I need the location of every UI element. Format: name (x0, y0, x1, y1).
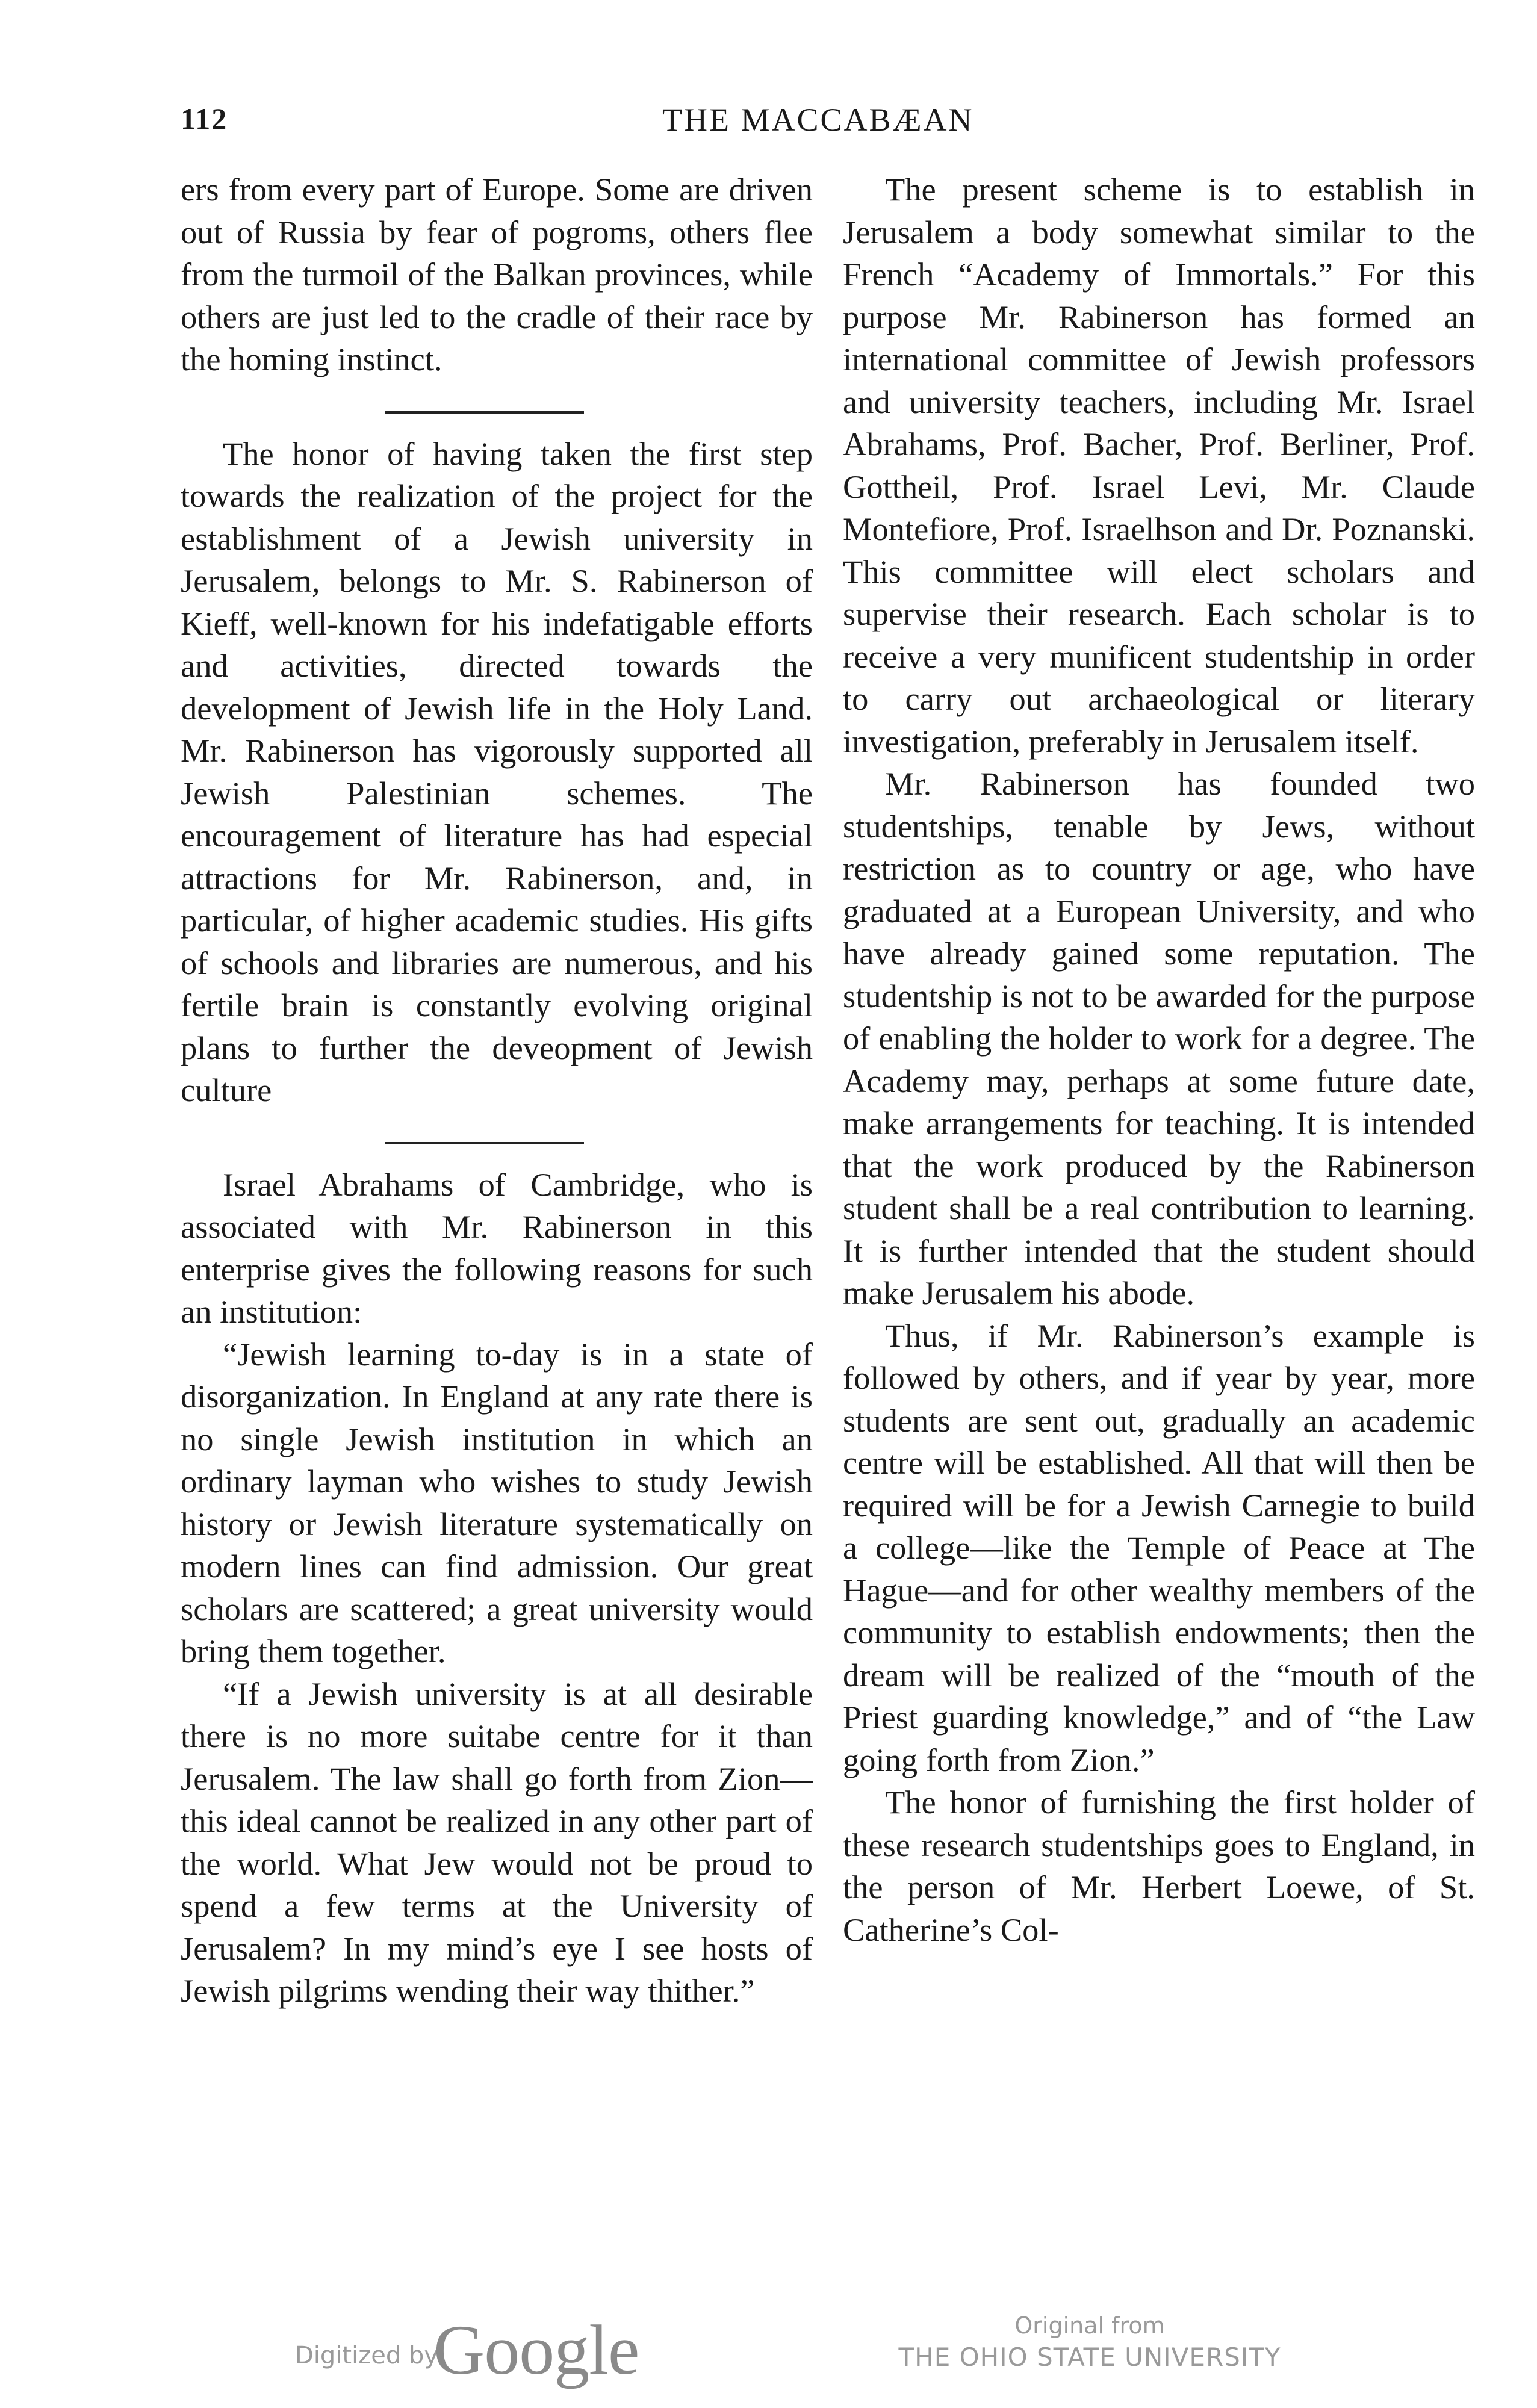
university-name: THE OHIO STATE UNIVERSITY (898, 2342, 1281, 2372)
paragraph: The honor of having taken the first step towards the realization of the project for the establishment of a Jewish university in Jerusalem, belongs to Mr. S. Rabinerson of Kieff, well-known for his indefatigable efforts and activities, directed towards the development of Jewish life in the Holy Land. Mr. Rabinerson has vigorously supported all Jewish Palestinian schemes. The encouragement of literature has had especial attractions for Mr. Rabinerson, and, in particular, of higher academic studies. His gifts of schools and libraries are numerous, and his fertile brain is constantly evolving original plans to further the deveopment of Jewish culture (181, 435, 813, 1108)
section-divider (385, 411, 584, 414)
paragraph: ers from every part of Europe. Some are driven out of Russia by fear of pogroms, others flee from the turmoil of the Balkan provinces, while others are just led to the cradle of their race by the homing instinct. (181, 171, 813, 377)
section-divider (385, 1142, 584, 1144)
left-column (181, 169, 813, 2012)
page-number: 112 (181, 102, 228, 135)
paragraph: Mr. Rabinerson has founded two studentships, tenable by Jews, without restriction as to country or age, who have graduated at a European University, and who have already gained some reputation. The studentship is not to be awarded for the purpose of enabling the holder to work for a degree. The Academy may, perhaps at some future date, make arrangements for teaching. It is intended that the work produced by the Rabinerson student shall be a real contribution to learning. It is further intended that the student should make Jerusalem his abode. (843, 765, 1475, 1311)
paragraph: “If a Jewish university is at all desirable there is no more suitabe centre for it than Jerusalem. The law shall go forth from Zion—this ideal cannot be realized in any other part of the world. What Jew would not be proud to spend a few terms at the University of Jerusalem? In my mind’s eye I see hosts of Jewish pilgrims wending their way thither.” (181, 1675, 813, 2009)
paragraph: The honor of furnishing the first holder of these research studentships goes to England, in the person of Mr. Herbert Loewe, of St. Catherine’s Col- (843, 1784, 1475, 1948)
running-title: THE MACCABÆAN (662, 102, 974, 138)
digitized-by-label: Digitized by (295, 2342, 438, 2369)
page-header (0, 101, 1537, 155)
paragraph: Thus, if Mr. Rabinerson’s example is followed by others, and if year by year, more students are sent out, gradually an academic centre will be established. All that will then be required will be for a Jewish Carnegie to build a college—like the Temple of Peace at The Hague—and for other wealthy members of the community to establish endowments; then the dream will be realized of the “mouth of the Priest guarding knowledge,” and of “the Law going forth from Zion.” (843, 1317, 1475, 1778)
right-column (843, 169, 1475, 1951)
source-attribution (891, 2310, 1288, 2374)
google-logo: Google (433, 2310, 639, 2389)
paragraph: Israel Abrahams of Cambridge, who is associated with Mr. Rabinerson in this enterprise gives the following reasons for such an institution: (181, 1165, 813, 1330)
original-from-label: Original from (1014, 2312, 1165, 2339)
paragraph: The present scheme is to establish in Jerusalem a body somewhat similar to the French “Academy of Immortals.” For this purpose Mr. Rabinerson has formed an international committee of Jewish professors and university teachers, including Mr. Israel Abrahams, Prof. Bacher, Prof. Berliner, Prof. Gottheil, Prof. Israel Levi, Mr. Claude Montefiore, Prof. Israelhson and Dr. Poznanski. This committee will elect scholars and supervise their research. Each scholar is to receive a very munificent studentship in order to carry out archaeological or literary investigation, preferably in Jerusalem itself. (843, 171, 1475, 760)
digitized-by-google-watermark (295, 2310, 656, 2390)
paragraph: “Jewish learning to-day is in a state of disorganization. In England at any rate there is no single Jewish institution in which an ordinary layman who wishes to study Jewish history or Jewish literature systematically on modern lines can find admission. Our great scholars are scattered; a great university would bring them together. (181, 1335, 813, 1669)
